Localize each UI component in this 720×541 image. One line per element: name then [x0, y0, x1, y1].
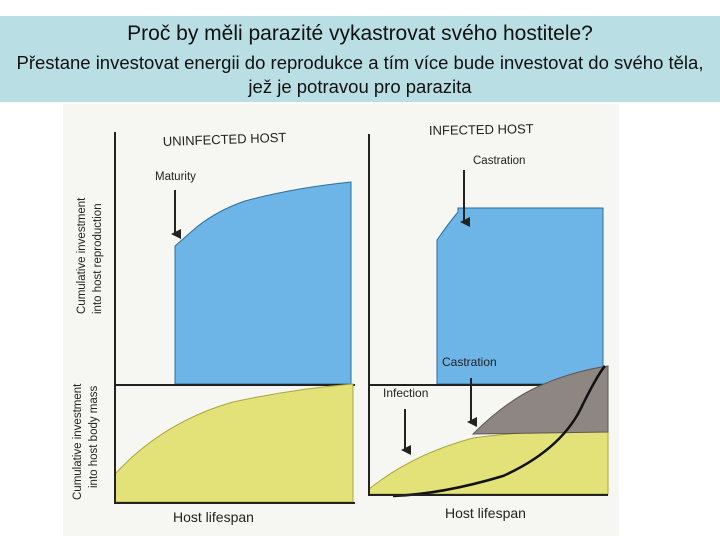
- y-axis-label-bottom-line2: into host body mass: [88, 385, 100, 488]
- slide-subtitle: Přestane investovat energii do reprodukce a tím více bude investovat do svého těla, jež je potravou pro parazita: [16, 52, 704, 97]
- figure: [63, 104, 619, 536]
- panel-title-infected: INFECTED HOST: [428, 121, 534, 138]
- panel-title-uninfected: UNINFECTED HOST: [162, 129, 287, 149]
- y-axis-label-top-line2: into host reproduction: [92, 203, 104, 314]
- y-axis-label-top-line1: Cumulative investment: [76, 197, 88, 314]
- body-mass-area-uninfected: [115, 384, 353, 502]
- arrow-label-castration-top: Castration: [473, 155, 526, 167]
- slide-title: Proč by měli parazité vykastrovat svého hostitele?: [127, 22, 593, 45]
- y-axis-label-bottom-line1: Cumulative investment: [72, 383, 84, 500]
- reproduction-area-uninfected: [175, 182, 351, 384]
- arrow-label-castration-bottom: Castration: [442, 355, 497, 369]
- x-axis-label-left: Host lifespan: [173, 509, 254, 525]
- figure-svg: [63, 104, 619, 536]
- arrow-label-infection: Infection: [383, 386, 429, 400]
- x-axis-label-right: Host lifespan: [445, 505, 526, 521]
- arrow-label-maturity: Maturity: [155, 171, 196, 183]
